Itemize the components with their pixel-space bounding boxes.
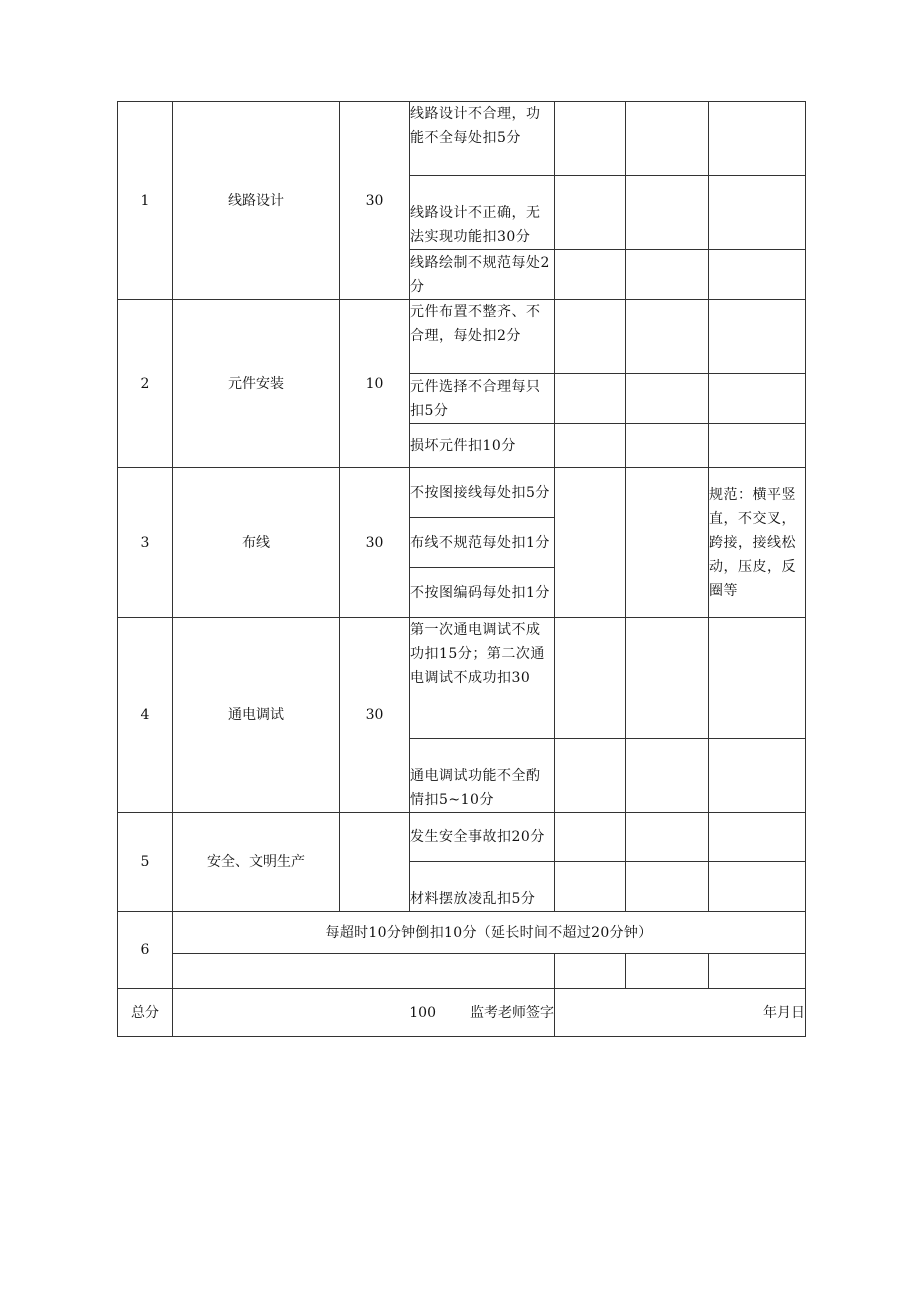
item-score (340, 813, 410, 912)
item-name: 布线 (173, 468, 340, 618)
date-cell (555, 989, 806, 1037)
criterion-text: 布线不规范每处扣1分 (410, 534, 550, 551)
score-cell (555, 424, 626, 468)
total-label: 总分 (118, 989, 173, 1037)
overtime-rule: 每超时10分钟倒扣10分（延长时间不超过20分钟） (173, 912, 806, 954)
score-cell (626, 250, 709, 300)
score-cell (626, 739, 709, 813)
criterion-text: 通电调试功能不全酌情扣5~10分 (410, 768, 541, 808)
score-cell (626, 374, 709, 424)
note-cell (709, 176, 806, 250)
item-number: 3 (118, 468, 173, 618)
item-number: 6 (118, 912, 173, 989)
item-score: 30 (340, 102, 410, 300)
score-cell (626, 813, 709, 862)
criterion-cell (410, 468, 555, 518)
criterion-cell (410, 374, 555, 424)
score-cell (555, 862, 626, 912)
score-cell (555, 176, 626, 250)
score-cell (555, 102, 626, 176)
table-row (118, 954, 806, 989)
score-cell (555, 300, 626, 374)
item-score: 30 (340, 618, 410, 813)
score-cell (626, 862, 709, 912)
note-cell (709, 374, 806, 424)
total-score-cell (173, 989, 555, 1037)
criterion-text: 第一次通电调试不成功扣15分；第二次通电调试不成功扣30 (410, 622, 545, 686)
criterion-cell (410, 176, 555, 250)
criterion-text: 不按图编码每处扣1分 (410, 584, 550, 601)
examiner-signature-label: 监考老师签字 (470, 1004, 554, 1021)
note-cell (709, 618, 806, 739)
grading-table (117, 101, 806, 1037)
note-cell (709, 739, 806, 813)
criterion-cell (410, 518, 555, 568)
item-name: 通电调试 (173, 618, 340, 813)
score-cell (555, 739, 626, 813)
total-score: 100 (409, 1004, 436, 1021)
item-score: 10 (340, 300, 410, 468)
criterion-cell (410, 618, 555, 739)
score-cell (555, 374, 626, 424)
note-cell (709, 102, 806, 176)
score-cell (626, 618, 709, 739)
table-row (118, 813, 806, 862)
note-cell (709, 300, 806, 374)
criterion-text: 发生安全事故扣20分 (410, 829, 545, 845)
score-cell (626, 300, 709, 374)
criterion-cell (410, 813, 555, 862)
item-number: 1 (118, 102, 173, 300)
criterion-text: 元件布置不整齐、不合理，每处扣2分 (410, 304, 541, 344)
note-cell (709, 250, 806, 300)
score-cell (626, 468, 709, 618)
item-number: 5 (118, 813, 173, 912)
table-row (118, 102, 806, 176)
total-row (118, 989, 806, 1037)
criterion-cell (410, 739, 555, 813)
table-row (118, 618, 806, 739)
score-cell (555, 813, 626, 862)
score-cell (626, 424, 709, 468)
overtime-blank-cell (173, 954, 555, 989)
criterion-text: 线路设计不正确，无法实现功能扣30分 (410, 205, 541, 245)
criterion-text: 线路绘制不规范每处2分 (410, 254, 550, 295)
item-number: 4 (118, 618, 173, 813)
note-cell (709, 862, 806, 912)
item-score: 30 (340, 468, 410, 618)
note-cell: 规范：横平竖直，不交叉，跨接，接线松动，压皮，反圈等 (709, 468, 806, 618)
criterion-cell (410, 102, 555, 176)
score-cell (555, 954, 626, 989)
criterion-cell (410, 300, 555, 374)
score-cell (626, 176, 709, 250)
criterion-text: 材料摆放凌乱扣5分 (410, 891, 536, 907)
criterion-cell (410, 250, 555, 300)
score-cell (555, 250, 626, 300)
criterion-text: 损坏元件扣10分 (410, 437, 516, 454)
criterion-text: 不按图接线每处扣5分 (410, 484, 550, 501)
note-cell (709, 424, 806, 468)
note-cell (709, 813, 806, 862)
date-label: 年月日 (763, 1004, 805, 1021)
criterion-cell (410, 862, 555, 912)
note-cell (709, 954, 806, 989)
table-row (118, 912, 806, 954)
score-cell (626, 954, 709, 989)
criterion-text: 元件选择不合理每只扣5分 (410, 378, 541, 419)
table-row (118, 468, 806, 518)
score-cell (626, 102, 709, 176)
item-name: 安全、文明生产 (173, 813, 340, 912)
score-cell (555, 468, 626, 618)
criterion-cell (410, 424, 555, 468)
table-row (118, 300, 806, 374)
criterion-text: 线路设计不合理，功能不全每处扣5分 (410, 106, 541, 146)
item-name: 元件安装 (173, 300, 340, 468)
item-name: 线路设计 (173, 102, 340, 300)
item-number: 2 (118, 300, 173, 468)
criterion-cell (410, 568, 555, 618)
score-cell (555, 618, 626, 739)
